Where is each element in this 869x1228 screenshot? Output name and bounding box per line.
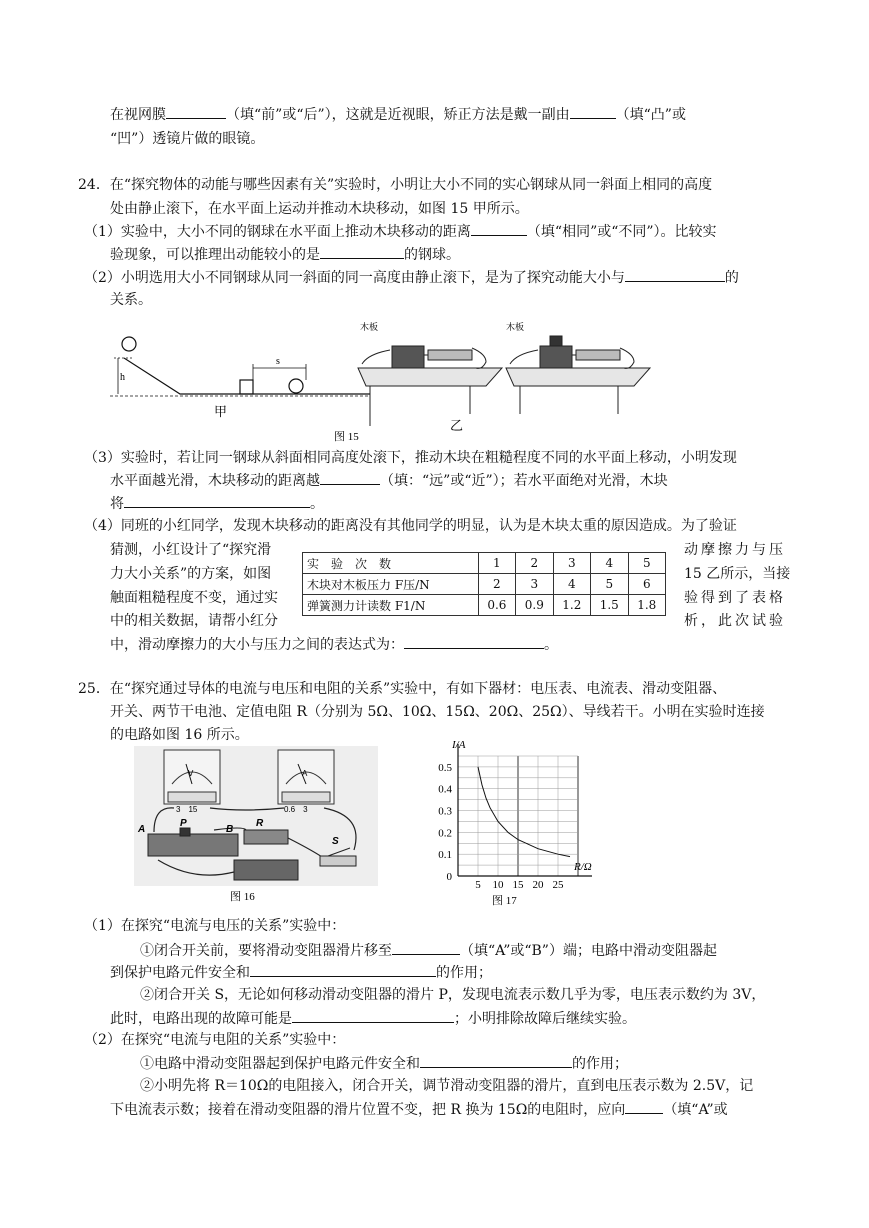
table-cell: 0.6 xyxy=(478,595,515,616)
table-cell: 1.2 xyxy=(553,595,590,616)
q24-part4-left: 力大小关系”的方案，如图 xyxy=(110,566,272,582)
y-axis-label: I/A xyxy=(452,739,466,751)
x-tick-label: 10 xyxy=(492,879,504,891)
figure-caption: 图 15 xyxy=(334,431,359,443)
answer-blank[interactable] xyxy=(166,104,226,119)
ramp-surface xyxy=(124,358,370,394)
q24-text: 的 xyxy=(724,270,739,286)
y-tick-label: 0.1 xyxy=(438,849,452,862)
q25-text: 下电流表示数；接着在滑动变阻器的滑片位置不变，把 R 换为 15Ω的电阻时，应向 xyxy=(110,1102,626,1118)
q23-line2: “凹”）透镜片做的眼镜。 xyxy=(110,131,265,147)
q25-part2b: ②小明先将 R＝10Ω的电阻接入，闭合开关，调节滑动变阻器的滑片，直到电压表示数为 2.5V，记 xyxy=(140,1078,754,1094)
table-row xyxy=(303,595,666,616)
label-board: 木板 xyxy=(506,322,525,332)
table-cell: 3 xyxy=(553,553,590,574)
figure-caption: 图 17 xyxy=(492,895,517,907)
q24-part1b xyxy=(110,244,460,265)
answer-blank[interactable] xyxy=(420,1053,572,1068)
answer-blank[interactable] xyxy=(392,940,460,955)
answer-blank[interactable] xyxy=(404,634,544,649)
q25-intro: 25．在“探究通过导体的电流与电压和电阻的关系”实验中，有如下器材：电压表、电流表、滑动变阻器、 xyxy=(78,681,727,697)
x-axis-label: R/Ω xyxy=(574,861,592,873)
table-cell: 1.8 xyxy=(628,595,665,616)
q24-part4-left: 猜测，小红设计了“探究滑 xyxy=(110,542,272,558)
q24-part4-right: 动摩擦力与压 xyxy=(684,542,786,558)
slider-p-label: P xyxy=(180,818,187,829)
x-tick-label: 5 xyxy=(475,879,481,891)
resistor-r-label: R xyxy=(256,818,264,829)
q24-text: （填：“远”或“近”）；若水平面绝对光滑，木块 xyxy=(380,473,668,489)
q24-part4: （4）同班的小红同学，发现木块移动的距离没有其他同学的明显，认为是木块太重的原因造成。为了验证 xyxy=(84,518,737,534)
switch-s-label: S xyxy=(332,836,339,847)
table-cell: 1 xyxy=(478,553,515,574)
y-tick-label: 0.3 xyxy=(438,805,452,818)
q24-part3b xyxy=(110,470,668,491)
table-row-label: 弹簧测力计读数 F1/N xyxy=(303,595,479,616)
table-cell: 4 xyxy=(591,553,628,574)
answer-blank[interactable] xyxy=(320,470,380,485)
answer-blank[interactable] xyxy=(250,962,436,977)
fixed-resistor xyxy=(244,830,288,844)
battery-pack xyxy=(234,860,298,880)
q24-text: 。 xyxy=(310,496,324,512)
ammeter-label: A xyxy=(302,769,308,778)
x-tick-label: 20 xyxy=(532,879,544,891)
y-tick-label: 0.2 xyxy=(438,827,452,840)
ammeter-scale: 0.6 3 xyxy=(284,805,308,814)
table-cell: 0.9 xyxy=(516,595,553,616)
q24-part4-end xyxy=(110,634,558,655)
q25-text: （填“A”或 xyxy=(663,1102,728,1118)
q24-intro: 处由静止滚下，在水平面上运动并推动木块移动，如图 15 甲所示。 xyxy=(110,201,529,217)
q24-text: 中，滑动摩擦力的大小与压力之间的表达式为： xyxy=(110,637,404,653)
answer-blank[interactable] xyxy=(625,267,725,282)
label-yi: 乙 xyxy=(450,418,464,433)
friction-setup-2 xyxy=(506,336,650,414)
q24-text: （填“相同”或“不同”）。比较实 xyxy=(526,224,717,240)
q25-part1a xyxy=(140,940,717,961)
q25-intro: 开关、两节干电池、定值电阻 R（分别为 5Ω、10Ω、15Ω、20Ω、25Ω）、导线若干。小明在实验时连接 xyxy=(110,704,765,720)
table-cell: 2 xyxy=(516,553,553,574)
table-cell: 5 xyxy=(591,574,628,595)
q23-line1 xyxy=(110,104,686,125)
answer-blank[interactable] xyxy=(625,1099,663,1114)
q24-part4-left: 中的相关数据，请帮小红分 xyxy=(110,613,278,629)
q24-part4-right: 析，此次试验 xyxy=(684,613,786,629)
answer-blank[interactable] xyxy=(320,244,404,259)
table-header: 实 验 次 数 xyxy=(303,553,479,574)
steel-ball xyxy=(122,337,136,351)
table-cell: 4 xyxy=(553,574,590,595)
q25-text: 的作用； xyxy=(436,965,492,981)
label-s: s xyxy=(276,356,280,367)
q25-text: 此时，电路出现的故障可能是 xyxy=(110,1011,292,1027)
q25-part2a xyxy=(140,1053,628,1074)
q25-intro: 的电路如图 16 所示。 xyxy=(110,727,249,743)
friction-data-table xyxy=(302,552,666,616)
terminal-a-label: A xyxy=(138,824,146,835)
y-tick-label: 0.5 xyxy=(438,761,452,774)
q24-part1 xyxy=(84,221,717,242)
q24-part3c xyxy=(110,493,324,514)
q25-text: ①闭合开关前，要将滑动变阻器滑片移至 xyxy=(140,943,392,959)
q23-text: （填“凸”或 xyxy=(615,107,686,123)
answer-blank[interactable] xyxy=(292,1008,454,1023)
table-cell: 5 xyxy=(628,553,665,574)
q24-text: 将 xyxy=(110,496,124,512)
q24-text: 验现象，可以推理出动能较小的是 xyxy=(110,247,320,263)
q25-text: ①电路中滑动变阻器起到保护电路元件安全和 xyxy=(140,1056,420,1072)
ramp-diagram xyxy=(110,337,370,396)
friction-setup-1 xyxy=(358,346,502,426)
table-row xyxy=(303,574,666,595)
x-tick-label: 15 xyxy=(512,879,524,891)
q25-part1: （1）在探究“电流与电压的关系”实验中： xyxy=(84,918,346,934)
q24-intro: 24．在“探究物体的动能与哪些因素有关”实验时，小明让大小不同的实心钢球从同一斜面上相同的高度 xyxy=(78,177,713,193)
voltmeter-scale: 3 15 xyxy=(176,805,198,814)
answer-blank[interactable] xyxy=(570,104,616,119)
label-board: 木板 xyxy=(360,322,379,332)
figure-16 xyxy=(134,746,378,904)
steel-ball xyxy=(289,379,303,393)
q24-text: 水平面越光滑，木块移动的距离越 xyxy=(110,473,320,489)
y-tick-label: 0.4 xyxy=(438,783,452,796)
table-cell: 3 xyxy=(516,574,553,595)
q24-part4-right: 验得到了表格 xyxy=(684,590,786,606)
q23-text: （填“前”或“后”），这就是近视眼，矫正方法是戴一副由 xyxy=(226,107,570,123)
table-cell: 6 xyxy=(628,574,665,595)
q24-part2 xyxy=(84,267,739,288)
q24-text: 。 xyxy=(544,637,558,653)
table-row xyxy=(303,553,666,574)
answer-blank[interactable] xyxy=(471,221,527,236)
table-row-label: 木块对木板压力 F压/N xyxy=(303,574,479,595)
q25-part1b: ②闭合开关 S，无论如何移动滑动变阻器的滑片 P，发现电流表示数几乎为零，电压表示数约为 3V， xyxy=(140,987,766,1003)
label-h: h xyxy=(120,372,125,383)
q25-text: 到保护电路元件安全和 xyxy=(110,965,250,981)
answer-blank[interactable] xyxy=(124,493,310,508)
chart-grid xyxy=(458,744,592,876)
q24-text: （2）小明选用大小不同钢球从同一斜面的同一高度由静止滚下，是为了探究动能大小与 xyxy=(84,270,625,286)
q24-text: （1）实验中，大小不同的钢球在水平面上推动木块移动的距离 xyxy=(84,224,471,240)
q25-part2: （2）在探究“电流与电阻的关系”实验中： xyxy=(84,1032,346,1048)
voltmeter-label: V xyxy=(188,769,194,778)
figure-17-chart xyxy=(418,736,608,912)
table-cell: 1.5 xyxy=(591,595,628,616)
q25-part1a-cont xyxy=(110,962,492,983)
q24-text: 的钢球。 xyxy=(404,247,460,263)
terminal-b-label: B xyxy=(226,824,234,835)
q25-part1b-cont xyxy=(110,1008,636,1029)
q24-part2b: 关系。 xyxy=(110,292,152,308)
q24-part4-left: 触面粗糙程度不变，通过实 xyxy=(110,590,278,606)
x-tick-label: 25 xyxy=(552,879,564,891)
label-jia: 甲 xyxy=(214,404,228,419)
figure-15 xyxy=(110,318,670,446)
q24-part3: （3）实验时，若让同一钢球从斜面相同高度处滚下，推动木块在粗糙程度不同的水平面上移动，小明发现 xyxy=(84,450,737,466)
q25-text: （填“A”或“B”）端；电路中滑动变阻器起 xyxy=(460,943,717,959)
y-tick-label: 0 xyxy=(446,871,452,883)
q24-part4-right: 15 乙所示，当接 xyxy=(684,566,791,582)
chart-ticks xyxy=(438,762,564,891)
q23-text: 在视网膜 xyxy=(110,107,166,123)
q25-text: 的作用； xyxy=(572,1056,628,1072)
q25-part2b-cont xyxy=(110,1099,728,1120)
q25-text: ；小明排除故障后继续实验。 xyxy=(454,1011,636,1027)
figure-caption: 图 16 xyxy=(230,891,255,903)
wood-block xyxy=(240,380,253,394)
table-cell: 2 xyxy=(478,574,515,595)
